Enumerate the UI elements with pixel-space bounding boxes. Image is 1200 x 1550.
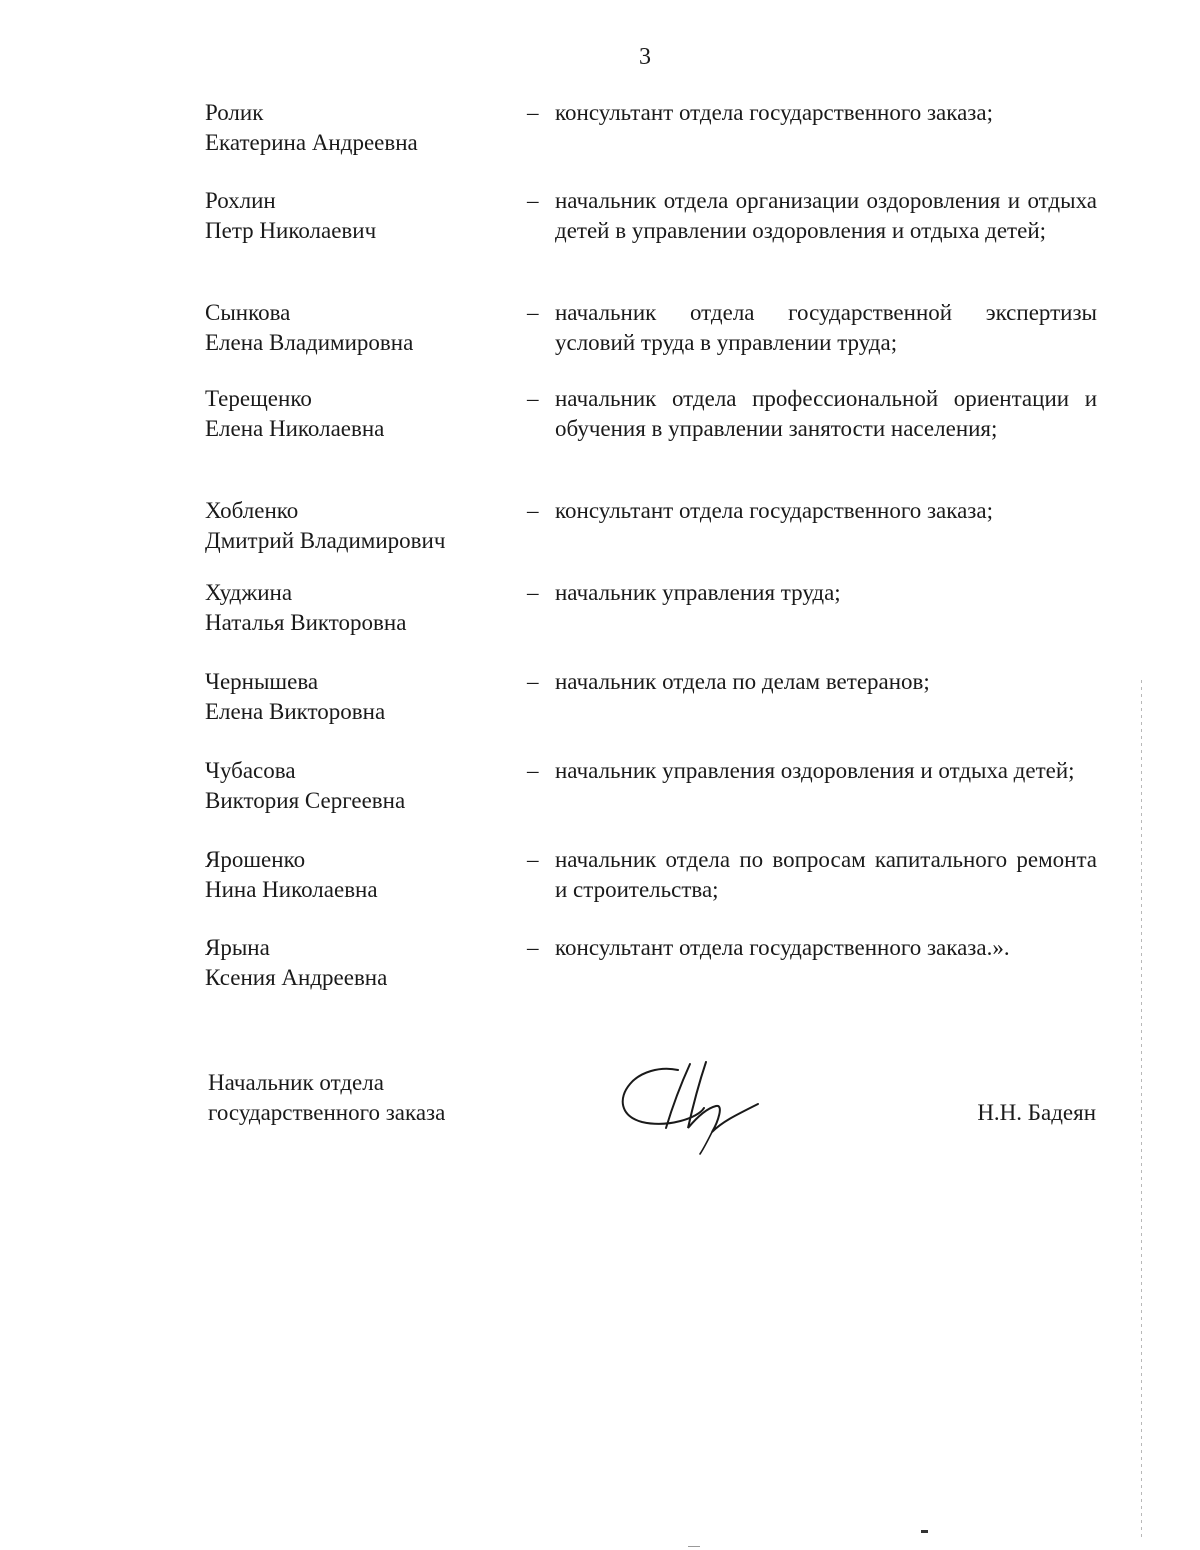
- dash: –: [527, 188, 539, 213]
- list-item: [205, 933, 1097, 997]
- dash: –: [527, 669, 539, 694]
- list-item: [205, 186, 1097, 298]
- signer-title: [208, 1068, 445, 1128]
- surname: Чубасова: [205, 758, 296, 783]
- position-title: начальник управления оздоровления и отдыха детей;: [555, 758, 1075, 783]
- person-name: [205, 496, 527, 556]
- dash: –: [527, 300, 539, 325]
- surname: Терещенко: [205, 386, 312, 411]
- handwritten-signature: [608, 1056, 778, 1156]
- dash: –: [527, 847, 539, 872]
- given-names: Петр Николаевич: [205, 218, 377, 243]
- given-names: Дмитрий Владимирович: [205, 528, 446, 553]
- given-names: Наталья Викторовна: [205, 610, 407, 635]
- position-title: консультант отдела государственного заказа;: [555, 100, 993, 125]
- scan-speck: [921, 1530, 928, 1533]
- given-names: Ксения Андреевна: [205, 965, 388, 990]
- person-name: [205, 578, 527, 638]
- signature-block: [208, 1068, 1096, 1168]
- dash: –: [527, 580, 539, 605]
- page-number: 3: [639, 44, 651, 70]
- position-title: начальник управления труда;: [555, 580, 841, 605]
- surname: Ярошенко: [205, 847, 306, 872]
- surname: Хобленко: [205, 498, 299, 523]
- surname: Ролик: [205, 100, 264, 125]
- person-name: [205, 384, 527, 444]
- person-name: [205, 98, 527, 158]
- signer-name: Н.Н. Бадеян: [977, 1100, 1096, 1125]
- person-name: [205, 186, 527, 246]
- signer-title-line: государственного заказа: [208, 1100, 446, 1125]
- list-item: [205, 578, 1097, 667]
- position-title: начальник отдела по делам ветеранов;: [555, 669, 930, 694]
- given-names: Виктория Сергеевна: [205, 788, 406, 813]
- position-title: начальник отдела государственной экспертизы условий труда в управлении труда;: [555, 300, 1097, 355]
- given-names: Елена Викторовна: [205, 699, 386, 724]
- surname: Рохлин: [205, 188, 276, 213]
- staff-list: [205, 98, 1097, 997]
- list-item: [205, 98, 1097, 186]
- given-names: Елена Николаевна: [205, 416, 385, 441]
- surname: Сынкова: [205, 300, 291, 325]
- given-names: Елена Владимировна: [205, 330, 414, 355]
- person-name: [205, 667, 527, 727]
- position-title: начальник отдела профессиональной ориентации и обучения в управлении занятости населения;: [555, 386, 1097, 441]
- signer-title-line: Начальник отдела: [208, 1070, 384, 1095]
- position-title: начальник отдела по вопросам капитального ремонта и строительства;: [555, 847, 1097, 902]
- given-names: Екатерина Андреевна: [205, 130, 418, 155]
- person-name: [205, 845, 527, 905]
- scan-speck: [688, 1546, 700, 1547]
- dash: –: [527, 758, 539, 783]
- person-name: [205, 933, 527, 993]
- dash: –: [527, 100, 539, 125]
- dash: –: [527, 386, 539, 411]
- surname: Худжина: [205, 580, 293, 605]
- surname: Чернышева: [205, 669, 319, 694]
- list-item: [205, 384, 1097, 496]
- list-item: [205, 298, 1097, 384]
- surname: Ярына: [205, 935, 270, 960]
- list-item: [205, 667, 1097, 756]
- list-item: [205, 756, 1097, 845]
- person-name: [205, 756, 527, 816]
- position-title: консультант отдела государственного заказа.».: [555, 935, 1010, 960]
- position-title: начальник отдела организации оздоровления и отдыха детей в управлении оздоровления и отдыха детей;: [555, 188, 1097, 243]
- position-title: консультант отдела государственного заказа;: [555, 498, 993, 523]
- scan-edge-line: [1141, 680, 1142, 1540]
- list-item: [205, 496, 1097, 578]
- list-item: [205, 845, 1097, 933]
- person-name: [205, 298, 527, 358]
- dash: –: [527, 935, 539, 960]
- given-names: Нина Николаевна: [205, 877, 378, 902]
- dash: –: [527, 498, 539, 523]
